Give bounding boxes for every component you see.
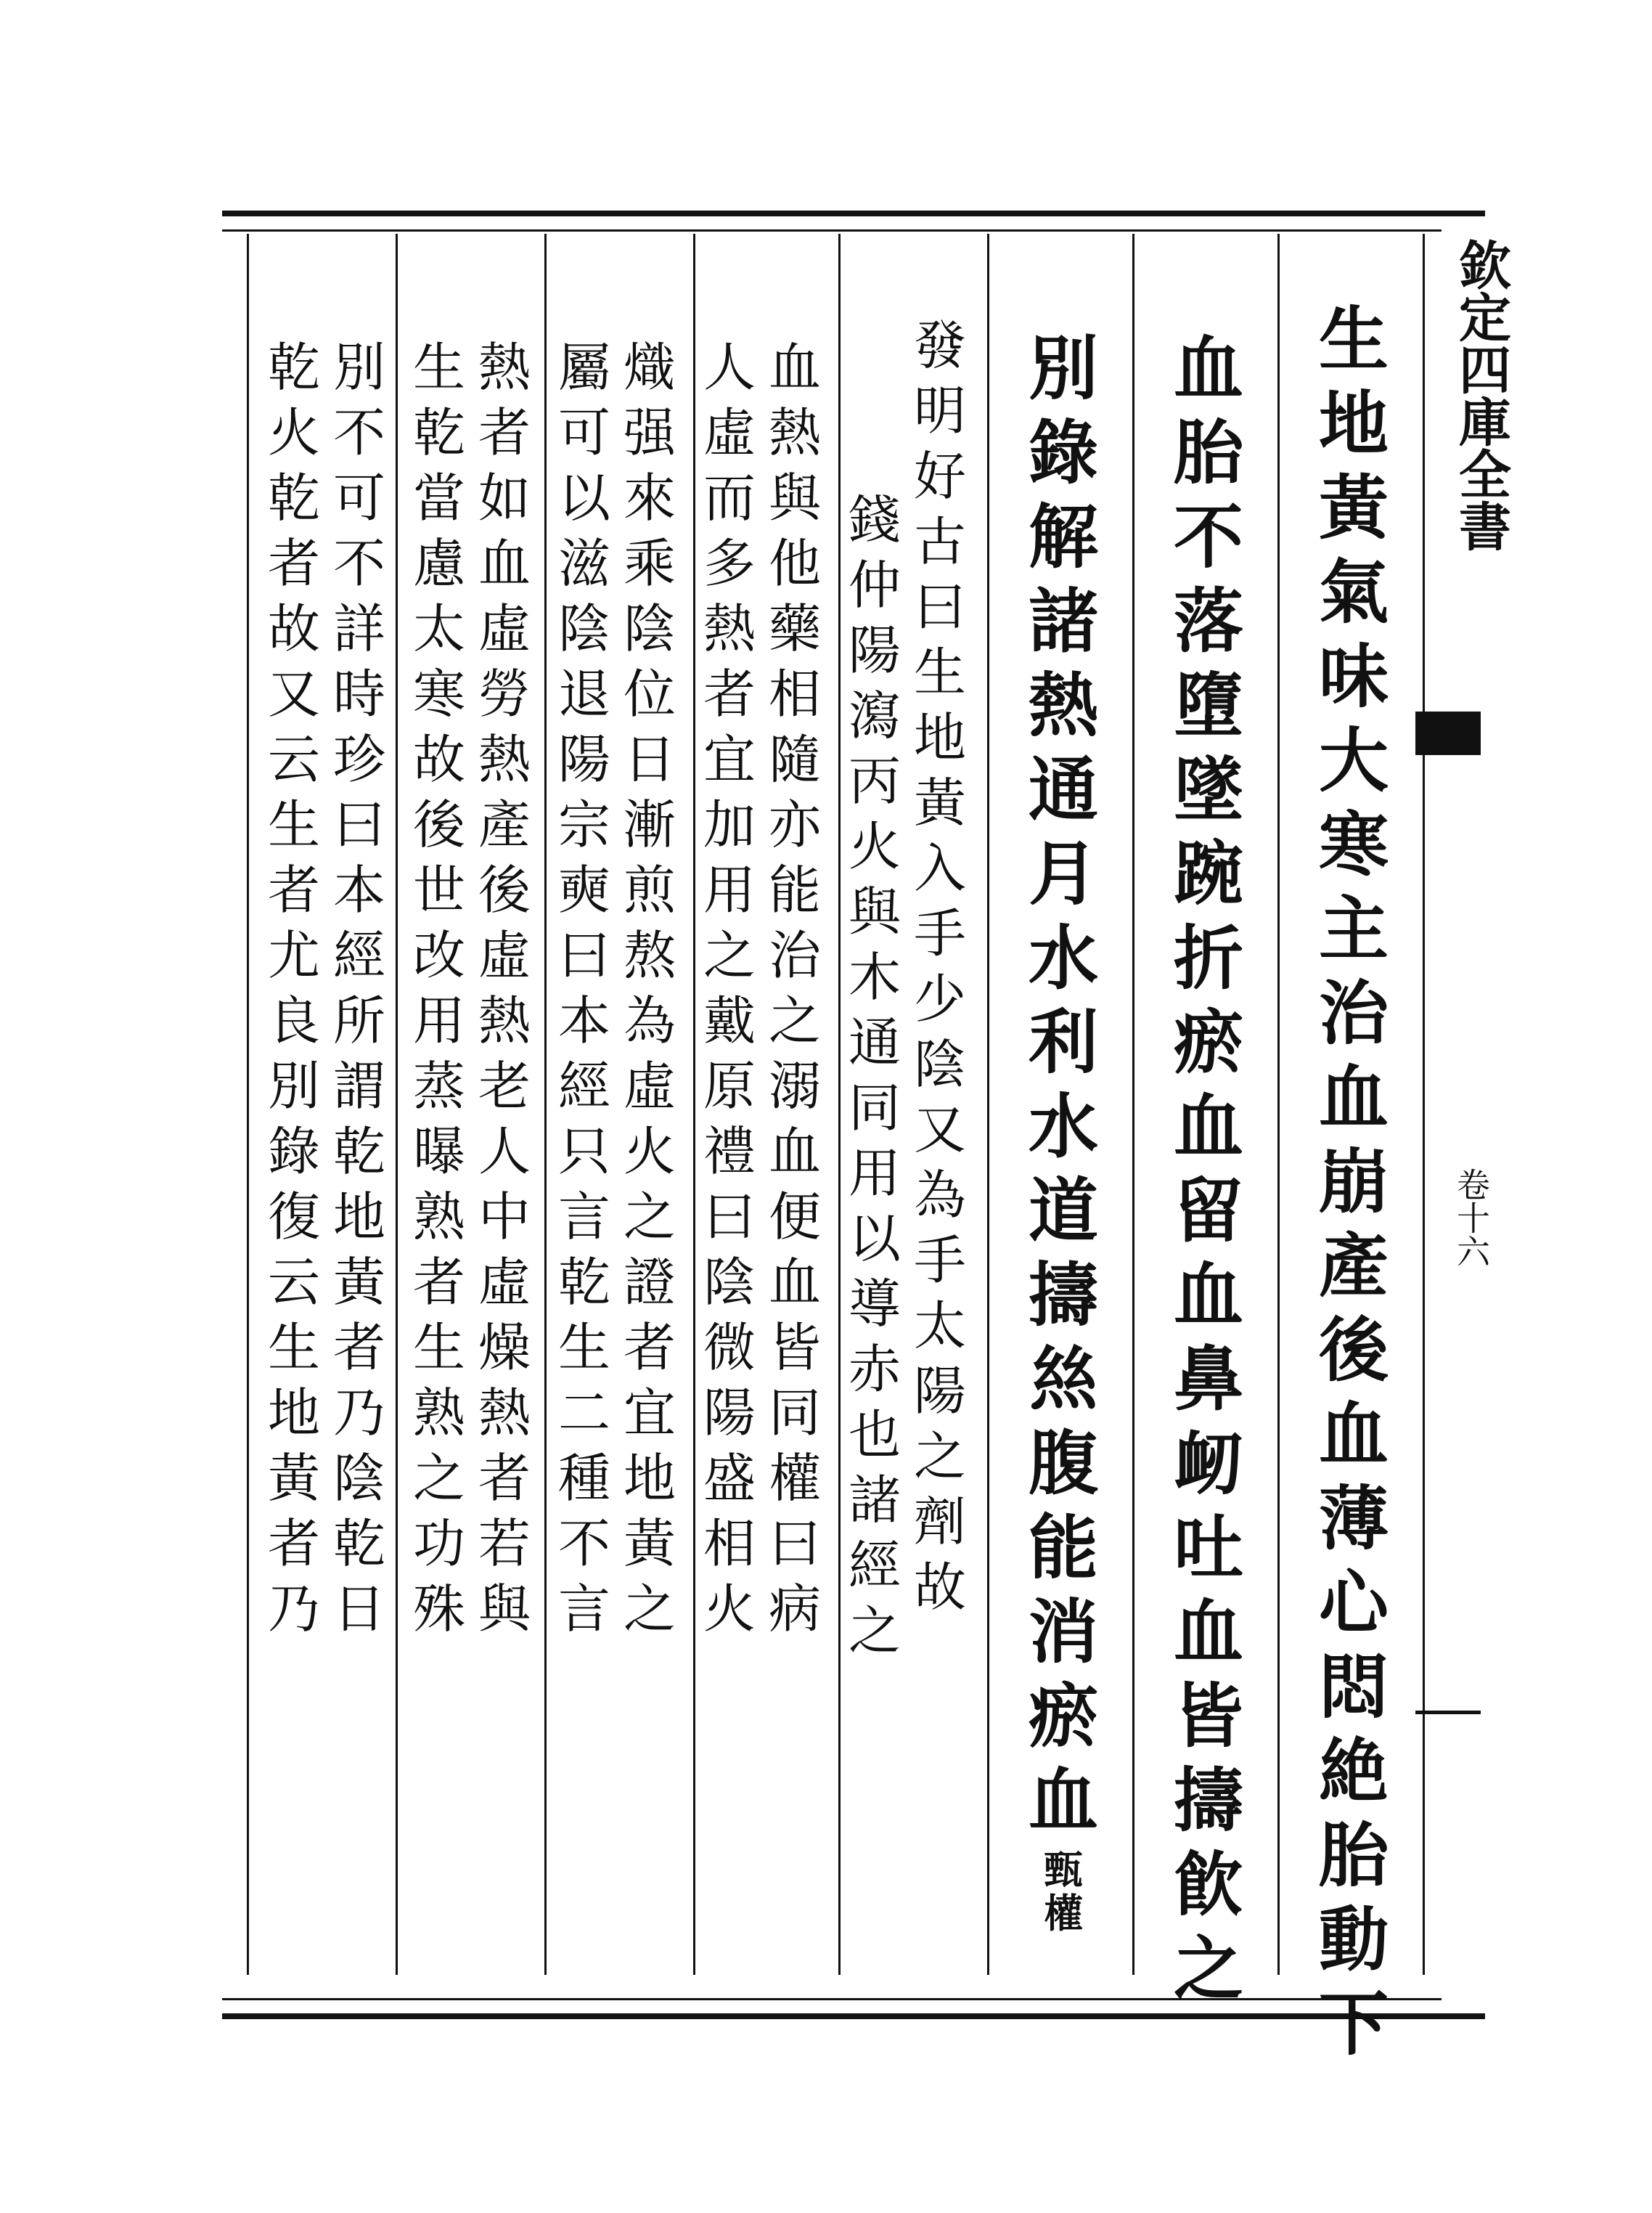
text-char: 別 [267, 1056, 320, 1117]
text-char: 復 [267, 1186, 320, 1247]
text-char: 煎 [623, 860, 676, 921]
text-char: 下 [1319, 1983, 1389, 2065]
text-char: 赤 [848, 1339, 901, 1400]
text-char: 人 [703, 337, 756, 398]
text-char: 言 [557, 1186, 610, 1247]
text-char: 產 [1319, 1225, 1389, 1307]
text-char: 為 [623, 990, 676, 1051]
text-char: 云 [267, 729, 320, 790]
text-char: 之 [848, 1600, 901, 1661]
source-tag [1044, 1846, 1083, 1937]
text-char: 生 [267, 794, 320, 855]
text-char: 曰 [768, 1513, 821, 1574]
text-char: 折 [1174, 917, 1243, 999]
text-char: 墮 [1174, 664, 1243, 746]
text-char: 生 [913, 642, 966, 703]
text-char: 乃 [332, 1382, 385, 1443]
text-char: 曰 [913, 576, 966, 637]
note-column-7 [475, 337, 533, 1648]
text-char: 胎 [1174, 412, 1243, 494]
book-title: 欽定四庫全書 [1450, 238, 1512, 552]
text-char: 勞 [478, 664, 531, 725]
text-char: 留 [1174, 1170, 1243, 1252]
text-char: 熬 [623, 925, 676, 986]
text-char: 擣 [1029, 1254, 1098, 1336]
text-char: 黃 [1319, 467, 1389, 549]
text-char: 生 [412, 1317, 465, 1378]
text-char: 蒸 [412, 1056, 465, 1117]
text-char: 若 [478, 1513, 531, 1574]
text-char: 隨 [768, 729, 821, 790]
text-char: 解 [1029, 496, 1098, 578]
text-char: 詳 [332, 598, 385, 659]
text-char: 本 [332, 860, 385, 921]
text-char: 陰 [557, 598, 610, 659]
text-char: 瀉 [848, 685, 901, 746]
text-char: 消 [1029, 1591, 1098, 1673]
text-char: 經 [557, 1056, 610, 1117]
text-char: 虛 [623, 1056, 676, 1117]
note-column-5 [621, 337, 679, 1648]
text-char: 權 [768, 1448, 821, 1509]
text-char: 與 [768, 468, 821, 529]
text-char: 世 [412, 860, 465, 921]
text-char: 可 [557, 402, 610, 463]
column-rule [544, 234, 547, 1975]
text-char: 曰 [703, 1186, 756, 1247]
column-rule [396, 234, 398, 1975]
text-char: 地 [1319, 383, 1389, 465]
text-char: 燥 [478, 1317, 531, 1378]
text-char: 謂 [332, 1056, 385, 1117]
text-char: 為 [913, 1165, 966, 1226]
edge-rule [1415, 1711, 1481, 1714]
text-char: 入 [913, 838, 966, 899]
text-char: 用 [703, 860, 756, 921]
note-column-3 [766, 337, 824, 1648]
text-char: 血 [1174, 1591, 1243, 1673]
text-char: 者 [412, 1252, 465, 1313]
text-char: 故 [267, 598, 320, 659]
text-char: 手 [913, 1230, 966, 1291]
text-char: 熱 [478, 1382, 531, 1443]
text-char: 好 [913, 446, 966, 507]
text-char: 人 [478, 1121, 531, 1182]
text-char: 者 [267, 860, 320, 921]
text-char: 陽 [848, 620, 901, 681]
text-char: 曰 [557, 925, 610, 986]
text-char: 少 [913, 969, 966, 1030]
text-char: 禮 [703, 1121, 756, 1182]
note-column-4 [700, 337, 758, 1648]
text-char: 權 [1044, 1890, 1083, 1936]
text-char: 心 [1319, 1562, 1389, 1644]
text-char: 治 [1319, 972, 1389, 1054]
fishtail-mark [1415, 712, 1481, 755]
text-char: 陰 [703, 1252, 756, 1313]
text-char: 盛 [703, 1448, 756, 1509]
text-char: 只 [557, 1121, 610, 1182]
text-char: 利 [1029, 1001, 1098, 1083]
text-char: 熱 [478, 729, 531, 790]
text-char: 胎 [1319, 1814, 1389, 1896]
text-char: 黃 [913, 773, 966, 834]
text-char: 乾 [267, 337, 320, 398]
text-char: 陰 [332, 1448, 385, 1509]
text-char: 珍 [332, 729, 385, 790]
text-char: 同 [848, 1077, 901, 1138]
text-char: 之 [623, 1186, 676, 1247]
text-char: 便 [768, 1186, 821, 1247]
text-char: 皆 [768, 1317, 821, 1378]
text-char: 血 [1319, 1393, 1389, 1475]
text-char: 之 [623, 1578, 676, 1639]
text-char: 曰 [332, 794, 385, 855]
text-char: 與 [478, 1578, 531, 1639]
text-char: 腹 [1029, 1422, 1098, 1504]
text-char: 發 [913, 315, 966, 376]
text-char: 陽 [913, 1361, 966, 1422]
text-char: 之 [412, 1448, 465, 1509]
text-char: 又 [267, 664, 320, 725]
text-char: 微 [703, 1317, 756, 1378]
text-char: 地 [913, 707, 966, 768]
text-char: 乾 [332, 1513, 385, 1574]
text-char: 不 [1174, 496, 1243, 578]
text-char: 吐 [1174, 1507, 1243, 1589]
text-char: 本 [557, 990, 610, 1051]
text-char: 生 [1319, 298, 1389, 380]
text-char: 血 [768, 337, 821, 398]
text-char: 古 [913, 511, 966, 572]
text-char: 通 [1029, 749, 1098, 831]
text-char: 云 [267, 1252, 320, 1313]
text-char: 言 [557, 1578, 610, 1639]
text-char: 能 [768, 860, 821, 921]
text-char: 奭 [557, 860, 610, 921]
text-char: 踠 [1174, 833, 1243, 915]
text-char: 寒 [1319, 804, 1389, 886]
text-char: 生 [267, 1317, 320, 1378]
text-char: 錢 [848, 489, 901, 550]
text-char: 相 [768, 664, 821, 725]
text-char: 藥 [768, 598, 821, 659]
text-char: 熱 [478, 990, 531, 1051]
text-char: 與 [848, 881, 901, 942]
text-char: 者 [332, 1317, 385, 1378]
text-char: 手 [913, 903, 966, 964]
text-char: 別 [332, 337, 385, 398]
text-char: 導 [848, 1273, 901, 1334]
page-frame [222, 211, 1442, 2019]
text-char: 陽 [703, 1382, 756, 1443]
text-char: 尤 [267, 925, 320, 986]
text-char: 用 [412, 990, 465, 1051]
column-rule [838, 234, 841, 1975]
text-char: 宜 [703, 729, 756, 790]
text-char: 也 [848, 1404, 901, 1465]
text-char: 同 [768, 1382, 821, 1443]
text-char: 陰 [913, 1034, 966, 1095]
text-char: 血 [1174, 1254, 1243, 1336]
text-char: 虛 [478, 925, 531, 986]
text-char: 擣 [1174, 1759, 1243, 1841]
text-char: 病 [768, 1578, 821, 1639]
text-char: 原 [703, 1056, 756, 1117]
text-char: 絶 [1319, 1730, 1389, 1812]
note-column-9 [330, 337, 388, 1648]
text-char: 不 [557, 1513, 610, 1574]
text-char: 乾 [332, 1121, 385, 1182]
text-char: 黃 [623, 1513, 676, 1574]
column-rule [1277, 234, 1280, 1975]
juan-label: 卷十六 [1452, 1167, 1491, 1268]
text-char: 能 [1029, 1507, 1098, 1589]
text-char: 衂 [1174, 1422, 1243, 1504]
text-char: 熱 [768, 402, 821, 463]
text-char: 落 [1174, 580, 1243, 662]
text-char: 漸 [623, 794, 676, 855]
text-char: 所 [332, 990, 385, 1051]
text-char: 之 [703, 925, 756, 986]
text-char: 仲 [848, 555, 901, 616]
text-char: 𢇁 [1029, 1338, 1098, 1420]
text-char: 戴 [703, 990, 756, 1051]
fore-edge [1442, 211, 1512, 2019]
text-char: 滋 [557, 533, 610, 594]
text-char: 木 [848, 947, 901, 1008]
note-column-1 [911, 315, 969, 1626]
text-char: 亦 [768, 794, 821, 855]
text-char: 動 [1319, 1899, 1389, 1981]
text-char: 血 [1174, 1085, 1243, 1167]
column-rule [247, 234, 249, 1975]
text-char: 老 [478, 1056, 531, 1117]
text-char: 而 [703, 468, 756, 529]
text-char: 水 [1029, 917, 1098, 999]
text-char: 地 [332, 1186, 385, 1247]
text-char: 者 [478, 402, 531, 463]
text-char: 血 [1029, 1759, 1098, 1841]
text-char: 之 [1174, 1928, 1243, 2010]
text-char: 日 [332, 1578, 385, 1639]
text-char: 地 [267, 1382, 320, 1443]
text-char: 乾 [557, 1252, 610, 1313]
text-char: 二 [557, 1382, 610, 1443]
text-char: 火 [703, 1578, 756, 1639]
text-char: 諸 [848, 1470, 901, 1531]
text-char: 血 [478, 533, 531, 594]
text-char: 崩 [1319, 1141, 1389, 1223]
text-char: 後 [1319, 1309, 1389, 1391]
text-char: 者 [703, 664, 756, 725]
text-char: 熟 [412, 1186, 465, 1247]
text-char: 乘 [623, 533, 676, 594]
text-char: 相 [703, 1513, 756, 1574]
text-char: 味 [1319, 635, 1389, 717]
text-char: 血 [768, 1121, 821, 1182]
text-char: 血 [1319, 1056, 1389, 1138]
text-char: 可 [332, 468, 385, 529]
text-char: 不 [332, 402, 385, 463]
note-column-10 [265, 337, 323, 1648]
text-char: 寒 [412, 664, 465, 725]
text-char: 鼻 [1174, 1338, 1243, 1420]
text-column-1 [1307, 298, 1401, 2074]
text-char: 錄 [1029, 412, 1098, 494]
column-rule [1132, 234, 1134, 1975]
text-char: 慮 [412, 533, 465, 594]
text-char: 中 [478, 1186, 531, 1247]
text-char: 月 [1029, 833, 1098, 915]
text-char: 乾 [267, 468, 320, 529]
note-column-8 [410, 337, 468, 1648]
text-char: 以 [557, 468, 610, 529]
text-char: 陽 [557, 729, 610, 790]
text-char: 之 [768, 990, 821, 1051]
text-char: 後 [478, 860, 531, 921]
text-char: 又 [913, 1099, 966, 1160]
text-char: 黃 [267, 1448, 320, 1509]
text-char: 屬 [557, 337, 610, 398]
text-char: 熱 [1029, 664, 1098, 746]
text-char: 諸 [1029, 580, 1098, 662]
text-char: 劑 [913, 1491, 966, 1552]
text-char: 熱 [478, 337, 531, 398]
text-char: 道 [1029, 1170, 1098, 1252]
column-rule [987, 234, 989, 1975]
text-char: 虛 [478, 1252, 531, 1313]
text-char: 太 [913, 1295, 966, 1356]
text-char: 如 [478, 468, 531, 529]
text-char: 熾 [623, 337, 676, 398]
text-char: 陰 [623, 598, 676, 659]
text-char: 良 [267, 990, 320, 1051]
text-char: 溺 [768, 1056, 821, 1117]
text-char: 主 [1319, 888, 1389, 970]
text-char: 曝 [412, 1121, 465, 1182]
text-char: 瘀 [1174, 1001, 1243, 1083]
text-char: 不 [332, 533, 385, 594]
text-char: 熱 [703, 598, 756, 659]
text-char: 功 [412, 1513, 465, 1574]
text-char: 飮 [1174, 1843, 1243, 1925]
text-column-2 [1161, 327, 1256, 2018]
text-char: 別 [1029, 327, 1098, 409]
text-char: 薄 [1319, 1478, 1389, 1560]
text-char: 火 [623, 1121, 676, 1182]
text-char: 當 [412, 468, 465, 529]
text-char: 證 [623, 1252, 676, 1313]
text-char: 大 [1319, 720, 1389, 802]
text-char: 經 [848, 1535, 901, 1596]
text-char: 强 [623, 402, 676, 463]
text-char: 以 [848, 1208, 901, 1269]
text-column-3 [1016, 327, 1111, 1937]
text-char: 明 [913, 380, 966, 441]
text-char: 黃 [332, 1252, 385, 1313]
text-char: 甄 [1044, 1846, 1083, 1893]
note-column-6 [555, 337, 613, 1648]
text-char: 者 [267, 533, 320, 594]
text-char: 用 [848, 1143, 901, 1204]
text-char: 改 [412, 925, 465, 986]
text-char: 火 [267, 402, 320, 463]
text-char: 生 [412, 337, 465, 398]
note-column-2 [846, 489, 904, 1670]
text-char: 皆 [1174, 1675, 1243, 1757]
text-char: 宜 [623, 1382, 676, 1443]
text-char: 他 [768, 533, 821, 594]
text-char: 血 [768, 1252, 821, 1313]
text-char: 乾 [412, 402, 465, 463]
text-char: 地 [623, 1448, 676, 1509]
text-char: 血 [1174, 327, 1243, 409]
text-char: 虛 [478, 598, 531, 659]
text-char: 宗 [557, 794, 610, 855]
text-char: 者 [478, 1448, 531, 1509]
text-char: 治 [768, 925, 821, 986]
text-char: 產 [478, 794, 531, 855]
text-char: 通 [848, 1012, 901, 1073]
text-char: 加 [703, 794, 756, 855]
text-char: 殊 [412, 1578, 465, 1639]
text-char: 故 [913, 1557, 966, 1618]
text-char: 種 [557, 1448, 610, 1509]
text-char: 多 [703, 533, 756, 594]
text-char: 者 [267, 1513, 320, 1574]
text-char: 位 [623, 664, 676, 725]
text-char: 日 [623, 729, 676, 790]
text-char: 錄 [267, 1121, 320, 1182]
text-char: 退 [557, 664, 610, 725]
text-char: 虛 [703, 402, 756, 463]
text-char: 水 [1029, 1085, 1098, 1167]
text-char: 乃 [267, 1578, 320, 1639]
text-char: 悶 [1319, 1646, 1389, 1728]
text-char: 後 [412, 794, 465, 855]
text-char: 墜 [1174, 749, 1243, 831]
text-char: 氣 [1319, 551, 1389, 633]
text-char: 生 [557, 1317, 610, 1378]
text-char: 時 [332, 664, 385, 725]
text-char: 故 [412, 729, 465, 790]
text-char: 經 [332, 925, 385, 986]
text-char: 者 [623, 1317, 676, 1378]
column-rule [693, 234, 695, 1975]
text-char: 太 [412, 598, 465, 659]
text-char: 瘀 [1029, 1675, 1098, 1757]
text-char: 火 [848, 816, 901, 877]
text-char: 熟 [412, 1382, 465, 1443]
text-char: 之 [913, 1426, 966, 1487]
text-char: 丙 [848, 751, 901, 812]
text-char: 來 [623, 468, 676, 529]
